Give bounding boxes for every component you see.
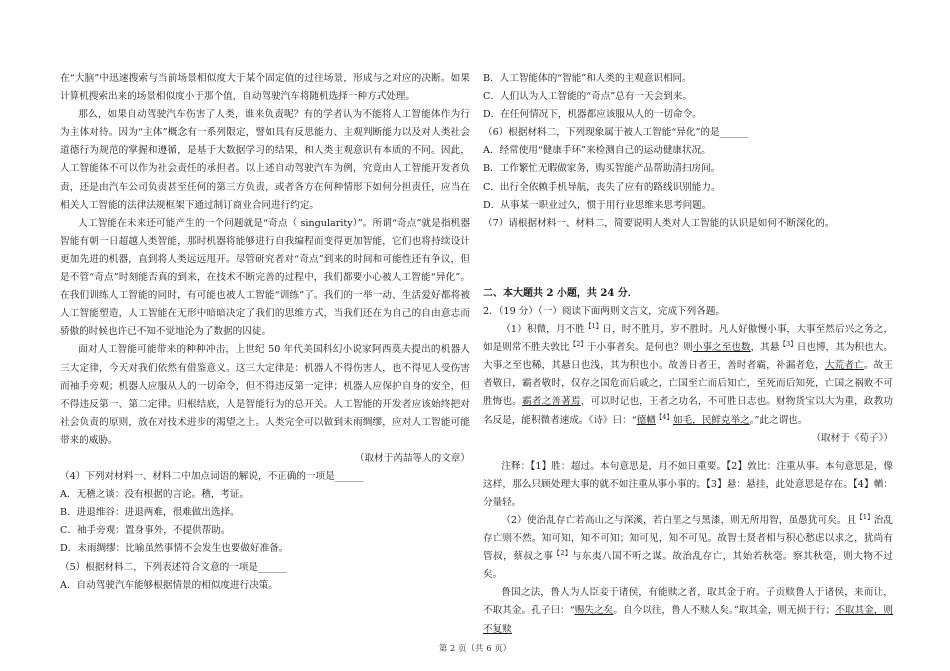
paragraph: 在“大脑”中迅速搜索与当前场景相似度大于某个固定值的过往场景，形成与之对应的决断。如果计算机搜索出来的场景相似度小于那个值，自动驾驶汽车将随机选择一种方式处理。 [60, 73, 470, 103]
question-6: （6）根据材料二，下列现象属于被人工智能“异化”的是______ [483, 127, 749, 139]
option-b: B．工作繁忙无暇做家务，购买智能产品帮助清扫房间。 [483, 163, 721, 175]
classical-text-1: （1）积微，月不胜$^{【1】}$日，时不胜月，岁不胜时。凡人好傲慢小事，大事至然后兴之务之，如是则常不胜夫敦比$^{【2】}$于小事者矣。是何也？则小事之至也数，其悬$^{【3】}$日也博，其为积也大。大事之至也稀，其悬日也浅，其为积也小。故善日者王，善时者霸，补漏者危，大荒者亡。故王者敬日，霸者敬时，仅存之国危而后戚之，亡国至亡而后知亡，至死而后知死，亡国之祸败不可胜悔也。霸者之善著焉，可以时记也，王者之功名，不可胜日志也。财物货宝以大为重，政教功名反是，能积微者速成。《诗》曰：“德輶$^{【4】}$如毛，民鲜克举之。”此之谓也。 [483, 321, 894, 426]
source-attribution: （取材于《荀子》） [811, 432, 893, 444]
question-4: （4）下列对材料一、材料二中加点词语的解说，不正确的一项是______ [60, 471, 364, 483]
answer-space [483, 233, 893, 285]
spacer [483, 448, 893, 458]
paragraph: 那么，如果自动驾驶汽车伤害了人类，谁来负责呢？有的学者认为不能将人工智能体作为行为主体对待。因为“主体”概念有一系列限定，譬如具有反思能力、主观判断能力以及对人类社会道德行为规范的掌握和遵循，是基于大数据学习的结果，和人类主观意识有本质的不同。因此，人工智能体不可以作为社会责任的承担者。以上述自动驾驶汽车为例，究竟由人工智能开发者负责，还是由汽车公司负责甚至任何的第三方负责，或者各方在何种情形下如何分担责任，应当在相关人工智能的法律法规框架下通过制订商业合同进行约定。 [60, 109, 470, 211]
option-c: C．出行全依赖手机导航，丧失了应有的路线识别能力。 [483, 181, 721, 193]
option-a: A．无稽之谈：没有根据的言论。稽，考证。 [60, 489, 250, 501]
page-number: 第 2 页（共 6 页） [438, 644, 512, 654]
question-2: 2．（19 分）（一）阅读下面两则文言文，完成下列各题。 [483, 305, 726, 317]
option-b: B．进退维谷：进退两难，很难做出选择。 [60, 507, 240, 519]
option-d: D．从事某一职业过久，惯于用行业思维来思考问题。 [483, 199, 712, 211]
source-attribution: （取材于芮喆等人的文章） [354, 452, 470, 464]
option-b: B．人工智能体的“智能”和人类的主观意识相同。 [483, 73, 692, 84]
option-d: D．在任何情况下，机器都应该服从人的一切命令。 [483, 109, 702, 121]
option-c: C．袖手旁观：置身事外，不提供帮助。 [60, 525, 231, 537]
paragraph: 人工智能在未来还可能产生的一个问题就是“奇点（ singularity）”。所谓“奇点”就是指机器智能有朝一日超越人类智能，那时机器将能够进行自我编程而变得更加智能，它们也将持续设计更加先进的机器，直到将人类远远甩开。尽管研究者对“奇点”到来的时间和可能性还有争议，但是不管“奇点”时刻能否真的到来，在技术不断完善的过程中，我们都要小心被人工智能“异化”。在我们训练人工智能的同时，有可能也被人工智能“训练”了。我们的一举一动、生活爱好都将被人工智能塑造，人工智能在无形中暗暗决定了我们的思维方式，当我们还在为自己的自由意志而骄傲的时候也许已不知不觉地沦为了数据的囚徒。 [60, 217, 470, 338]
question-5: （5）根据材料二，下列表述符合文意的一项是______ [60, 561, 287, 573]
option-a: A．自动驾驶汽车能够根据情景的相似度进行决策。 [60, 579, 278, 591]
option-a: A．经常使用“健康手环”来检测自己的运动健康状况。 [483, 145, 711, 157]
annotation-note: 注释：【1】胜：超过。本句意思是，月不如日重要。【2】敦比：注重从事。本句意思是，像这样，那么只顾处理大事的就不如注重从事小事的。【3】悬：悬挂，此处意思是存在。【4】輶：分量轻。 [483, 460, 893, 508]
option-d: D．未雨绸缪：比喻虽然事情不会发生也要做好准备。 [60, 543, 289, 555]
paragraph: 面对人工智能可能带来的种种冲击，上世纪 50 年代美国科幻小说家阿西莫夫提出的机器人三大定律，今天对我们依然有借鉴意义。这三大定律是：机器人不得伤害人，也不得见人受伤害而袖手旁观；机器人应服从人的一切命令，但不得违反第一定律；机器人应保护自身的安全，但不得违反第一、第二定律。归根结底，人是智能行为的总开关。人工智能的开发者应该始终把对社会负责的原则，放在对技术进步的渴望之上。人类完全可以做到未雨绸缪，应对人工智能可能带来的威胁。 [60, 344, 470, 446]
section-heading: 二、本大题共 2 小题，共 24 分． [483, 287, 638, 299]
question-7: （7）请根据材料一、材料二，简要说明人类对人工智能的认识是如何不断深化的。 [483, 217, 835, 229]
left-column [60, 70, 470, 595]
right-column [483, 70, 893, 639]
classical-text-2: （2）使治乱存亡若高山之与深溪，若白垩之与黑漆，则无所用智，虽愚犹可矣。且$^{【1】}$治乱存亡则不然。知可知，知不可知；知可见，知不可见。故智士贤者相与积心愁虑以求之，犹尚有管叔，蔡叔之事$^{【2】}$与东夷八国不听之谋。故治乱存亡，其始若秋毫。察其秋毫，则大物不过矣。 [483, 512, 894, 581]
option-c: C．人们认为人工智能的“奇点”总有一天会到来。 [483, 91, 693, 103]
classical-text-3: 鲁国之法，鲁人为人臣妾于诸侯，有能赎之者，取其金于府。子贡赎鲁人于诸侯，来而让，不取其金。孔子曰：“赐失之矣。自今以往，鲁人不赎人矣。”取其金，则无损于行；不取其金，则不复赎 [483, 587, 894, 635]
